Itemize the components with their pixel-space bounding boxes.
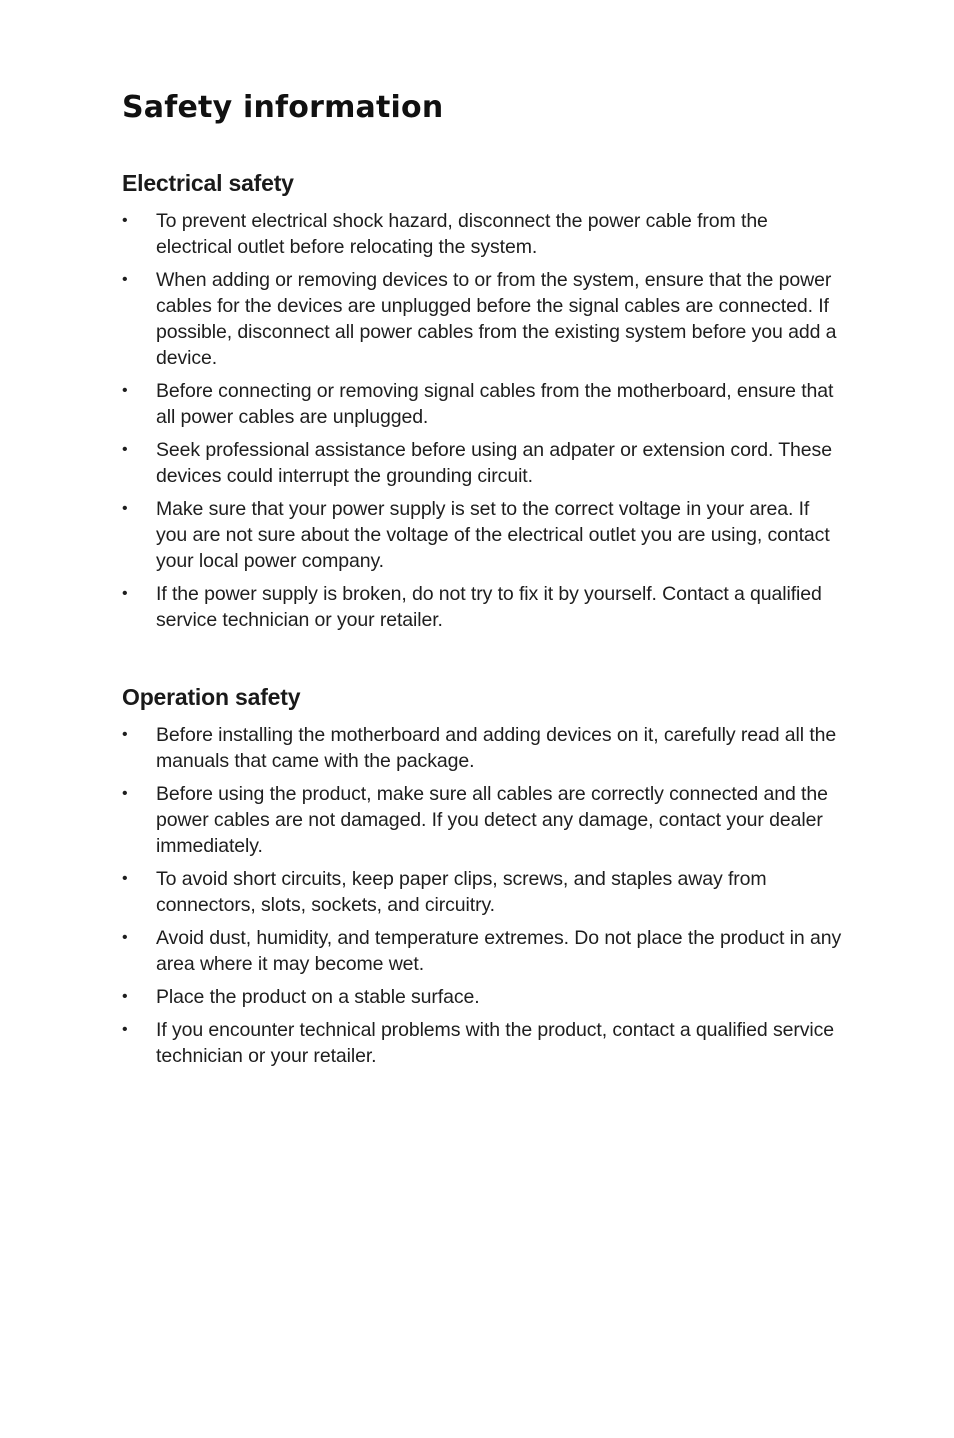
operation-safety-section: [122, 682, 842, 1076]
bullet-icon: •: [122, 726, 128, 743]
list-item: [122, 781, 842, 859]
list-item-text: Before installing the motherboard and adding devices on it, carefully read all the manuals that came with the package.: [156, 724, 837, 772]
list-item: [122, 208, 842, 260]
bullet-icon: •: [122, 441, 128, 458]
bullet-icon: •: [122, 585, 128, 602]
list-item-text: Before connecting or removing signal cables from the motherboard, ensure that all power cables are unplugged.: [156, 380, 834, 428]
list-item: [122, 581, 842, 633]
list-item-text: To prevent electrical shock hazard, disconnect the power cable from the electrical outlet before relocating the system.: [156, 210, 768, 258]
bullet-icon: •: [122, 988, 128, 1005]
list-item: [122, 437, 842, 489]
list-item: [122, 866, 842, 918]
list-item: [122, 1017, 842, 1069]
page-title: Safety information: [122, 90, 444, 125]
list-item-text: If you encounter technical problems with the product, contact a qualified service technician or your retailer.: [156, 1019, 835, 1067]
list-item: [122, 378, 842, 430]
electrical-safety-list: [122, 208, 842, 633]
bullet-icon: •: [122, 500, 128, 517]
bullet-icon: •: [122, 382, 128, 399]
section-heading-electrical: Electrical safety: [122, 170, 294, 196]
list-item-text: Avoid dust, humidity, and temperature extremes. Do not place the product in any area where it may become wet.: [156, 927, 842, 975]
electrical-safety-section: [122, 168, 842, 640]
operation-safety-list: [122, 722, 842, 1069]
bullet-icon: •: [122, 212, 128, 229]
list-item-text: Seek professional assistance before using an adpater or extension cord. These devices could interrupt the grounding circuit.: [156, 439, 832, 487]
section-heading-operation: Operation safety: [122, 684, 301, 710]
list-item-text: When adding or removing devices to or from the system, ensure that the power cables for the devices are unplugged before the signal cables are connected. If possible, disconnect all power cables from the existing system before you add a device.: [156, 269, 837, 369]
bullet-icon: •: [122, 271, 128, 288]
list-item-text: Make sure that your power supply is set to the correct voltage in your area. If you are not sure about the voltage of the electrical outlet you are using, contact your local power company.: [156, 498, 830, 572]
list-item-text: If the power supply is broken, do not try to fix it by yourself. Contact a qualified service technician or your retailer.: [156, 583, 822, 631]
bullet-icon: •: [122, 870, 128, 887]
list-item-text: Before using the product, make sure all cables are correctly connected and the power cables are not damaged. If you detect any damage, contact your dealer immediately.: [156, 783, 828, 857]
list-item: [122, 722, 842, 774]
bullet-icon: •: [122, 1021, 128, 1038]
list-item: [122, 267, 842, 371]
list-item-text: To avoid short circuits, keep paper clips, screws, and staples away from connectors, slots, sockets, and circuitry.: [156, 868, 767, 916]
list-item: [122, 496, 842, 574]
bullet-icon: •: [122, 785, 128, 802]
list-item-text: Place the product on a stable surface.: [156, 986, 480, 1008]
list-item: [122, 925, 842, 977]
list-item: [122, 984, 842, 1010]
bullet-icon: •: [122, 929, 128, 946]
